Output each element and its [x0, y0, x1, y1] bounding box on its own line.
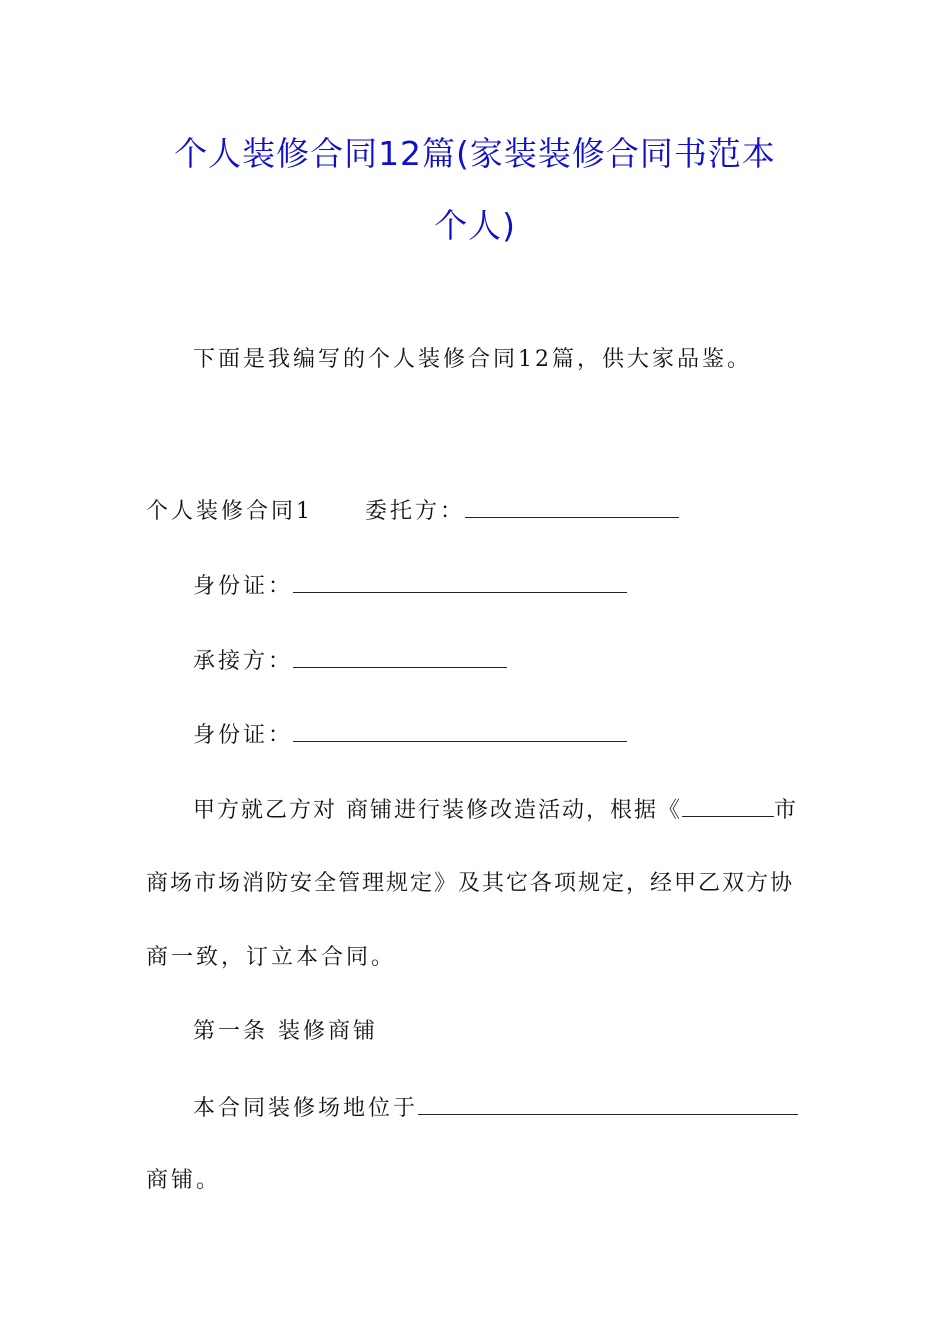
- id-blank-2: [293, 719, 627, 742]
- paragraph-1-line-1: [193, 794, 798, 826]
- principal-label: 委托方：: [365, 499, 466, 524]
- article-1-title: 第一条 装修商铺: [193, 1019, 378, 1044]
- id-label-2: 身份证：: [193, 723, 294, 748]
- id-line-1: [193, 570, 627, 602]
- paragraph-1-line-3: 商一致，订立本合同。: [146, 945, 397, 970]
- city-blank: [682, 794, 774, 817]
- document-title-line-1: 个人装修合同12篇(家装装修合同书范本: [174, 134, 776, 173]
- contractor-blank: [293, 645, 507, 668]
- article-1-body-line-2: 商铺。: [146, 1168, 222, 1193]
- id-line-2: [193, 719, 627, 751]
- contractor-label: 承接方：: [193, 649, 294, 674]
- contractor-line: [193, 645, 507, 677]
- contract-1-heading: 个人装修合同1: [146, 499, 313, 524]
- id-label-1: 身份证：: [193, 574, 294, 599]
- id-blank-1: [293, 570, 627, 593]
- document-title-line-2: 个人): [434, 206, 516, 245]
- intro-paragraph: 下面是我编写的个人装修合同12篇，供大家品鉴。: [193, 347, 752, 372]
- article-1-body-text: 本合同装修场地位于: [193, 1096, 419, 1121]
- contract-1-heading-line: [146, 495, 679, 527]
- principal-blank: [465, 495, 679, 518]
- paragraph-1-text-a: 甲方就乙方对 商铺进行装修改造活动，根据《: [193, 798, 682, 823]
- article-1-body-line-1: [193, 1092, 798, 1124]
- paragraph-1-text-b: 市: [774, 798, 799, 823]
- location-blank: [418, 1092, 798, 1115]
- paragraph-1-line-2: 商场市场消防安全管理规定》及其它各项规定，经甲乙双方协: [146, 871, 795, 896]
